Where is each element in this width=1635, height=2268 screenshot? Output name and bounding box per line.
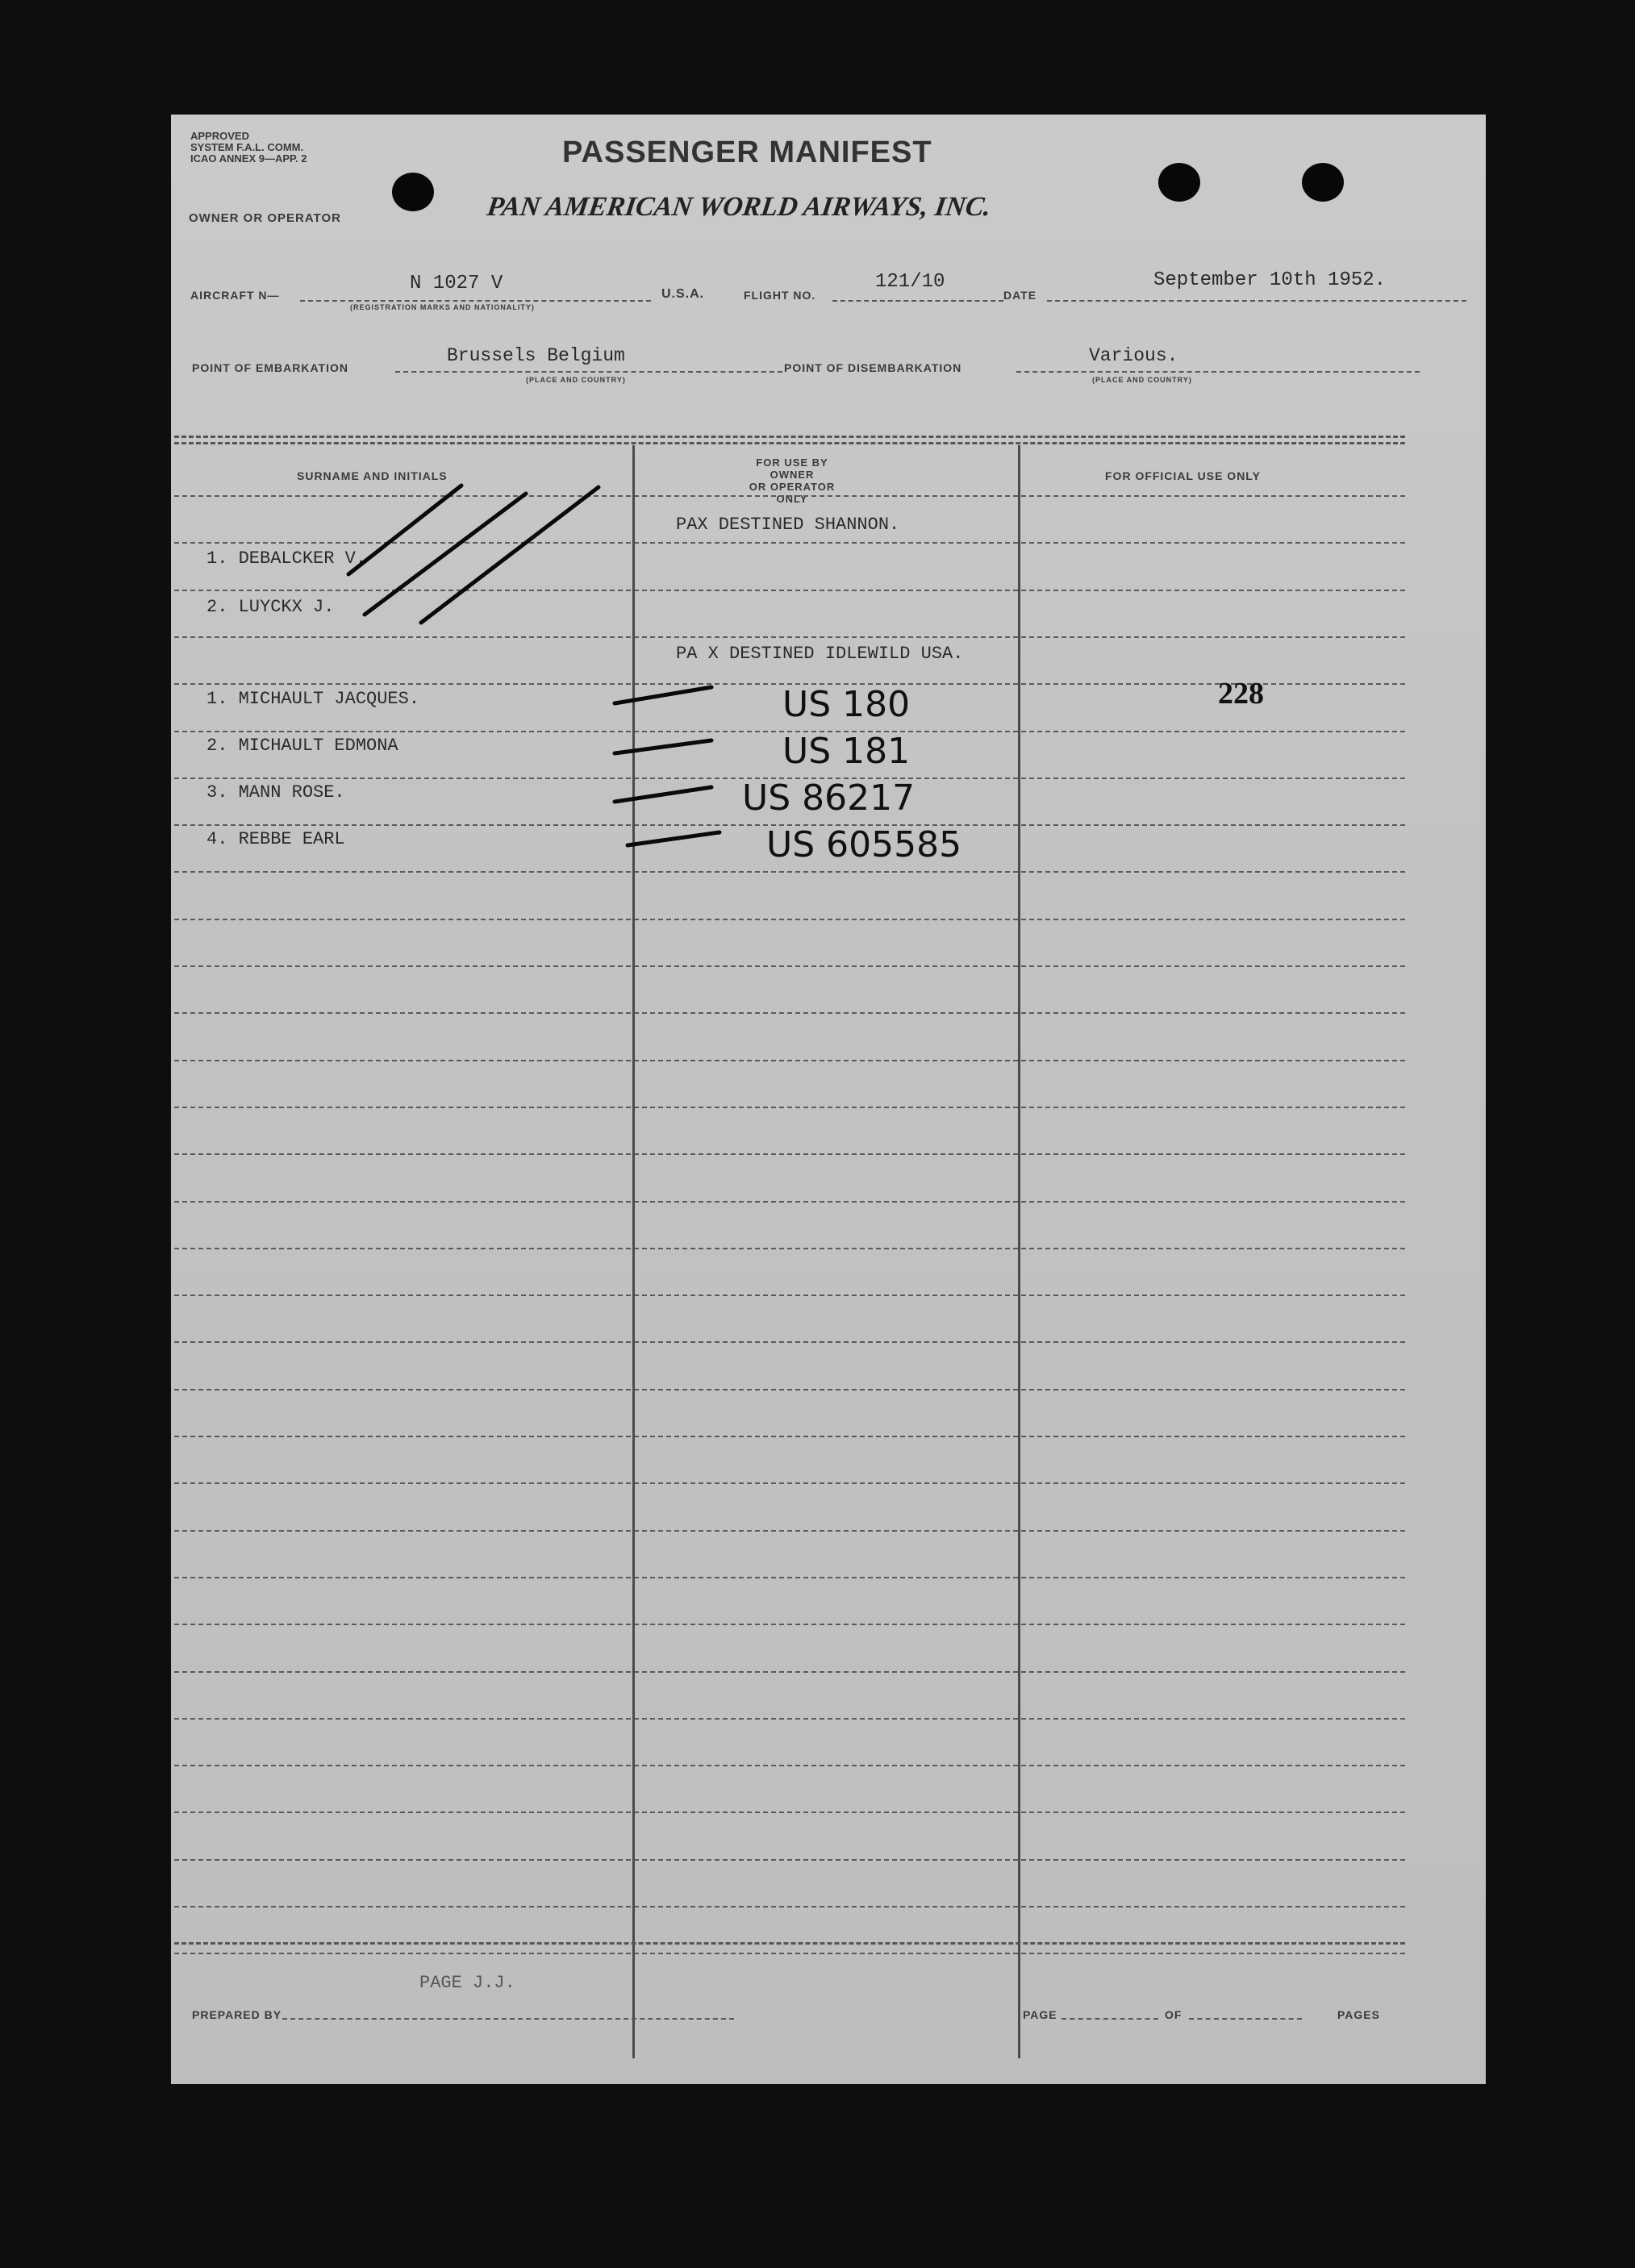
passenger-name: 1. DEBALCKER V. — [206, 548, 367, 569]
owner-value: US 180 — [782, 684, 911, 725]
flight-line — [832, 300, 1003, 302]
table-rule-line — [174, 919, 1405, 920]
disembark-caption: (PLACE AND COUNTRY) — [1092, 376, 1192, 384]
punch-hole — [392, 173, 434, 211]
registration-caption: (REGISTRATION MARKS AND NATIONALITY) — [350, 303, 535, 311]
date-value: September 10th 1952. — [1153, 269, 1387, 291]
table-rule-line — [174, 871, 1405, 873]
embark-label: POINT OF EMBARKATION — [192, 361, 348, 374]
date-label: DATE — [1003, 289, 1037, 302]
table-rule-line — [174, 1389, 1405, 1390]
table-rule-line — [174, 965, 1405, 967]
table-rule-line — [174, 1718, 1405, 1720]
approval-line: ICAO ANNEX 9—APP. 2 — [190, 152, 307, 165]
owner-label: OWNER OR OPERATOR — [189, 211, 341, 225]
disembark-label: POINT OF DISEMBARKATION — [784, 361, 962, 374]
approval-line: SYSTEM F.A.L. COMM. — [190, 141, 304, 153]
table-rule-line — [174, 1671, 1405, 1673]
aircraft-line — [300, 300, 651, 302]
owner-value: US 86217 — [742, 778, 916, 819]
flight-value: 121/10 — [875, 271, 945, 293]
table-rule-line — [174, 1624, 1405, 1625]
table-bottom-rule — [174, 1942, 1405, 1945]
col-official-header: FOR OFFICIAL USE ONLY — [1105, 469, 1261, 482]
table-rule-line — [174, 1248, 1405, 1249]
disembark-value: Various. — [1089, 345, 1178, 366]
table-rule-line — [174, 1341, 1405, 1343]
disembark-line — [1016, 371, 1420, 373]
column-divider — [1018, 445, 1020, 2058]
table-top-rule — [174, 442, 1405, 444]
punch-hole — [1158, 163, 1200, 202]
table-rule-line — [174, 1201, 1405, 1203]
group-heading-idlewild: PA X DESTINED IDLEWILD USA. — [676, 644, 964, 664]
approval-line: APPROVED — [190, 130, 249, 142]
table-rule-line — [174, 1436, 1405, 1437]
page-line — [1061, 2018, 1158, 2020]
owner-value: US 605585 — [766, 824, 962, 865]
aircraft-label: AIRCRAFT N— — [190, 289, 280, 302]
table-rule-line — [174, 1060, 1405, 1061]
aircraft-value: N 1027 V — [410, 273, 503, 294]
passenger-name: 4. REBBE EARL — [206, 829, 345, 849]
flight-label: FLIGHT NO. — [744, 289, 816, 302]
col-surname-header: SURNAME AND INITIALS — [297, 469, 448, 482]
embark-line — [395, 371, 782, 373]
page-title: PASSENGER MANIFEST — [562, 135, 932, 169]
approval-block — [190, 131, 307, 165]
embark-value: Brussels Belgium — [447, 345, 625, 366]
table-rule-line — [174, 1482, 1405, 1484]
table-rule-line — [174, 1765, 1405, 1766]
owner-value: US 181 — [782, 731, 911, 772]
punch-hole — [1302, 163, 1344, 202]
passenger-name: 1. MICHAULT JACQUES. — [206, 689, 420, 709]
table-rule-line — [174, 1530, 1405, 1532]
passenger-name: 3. MANN ROSE. — [206, 782, 345, 803]
prepared-line — [282, 2018, 734, 2020]
table-rule-line — [174, 1859, 1405, 1861]
date-line — [1047, 300, 1466, 302]
prepared-label: PREPARED BY — [192, 2008, 282, 2021]
operator-name: PAN AMERICAN WORLD AIRWAYS, INC. — [485, 192, 993, 222]
page-note: PAGE J.J. — [419, 1973, 515, 1993]
of-line — [1189, 2018, 1302, 2020]
col-owner-header — [736, 457, 849, 505]
passenger-name: 2. MICHAULT EDMONA — [206, 736, 398, 756]
table-rule-line — [174, 1811, 1405, 1813]
manifest-form — [171, 115, 1486, 2084]
col-owner-line: OR OPERATOR ONLY — [749, 481, 836, 505]
table-top-rule — [174, 436, 1405, 438]
table-rule-line — [174, 1012, 1405, 1014]
table-rule-line — [174, 1906, 1405, 1907]
table-rule-line — [174, 1577, 1405, 1578]
handwritten-dashes — [590, 679, 736, 865]
group-heading-shannon: PAX DESTINED SHANNON. — [676, 515, 900, 535]
table-rule-line — [174, 1153, 1405, 1155]
passenger-name: 2. LUYCKX J. — [206, 597, 335, 617]
table-rule-line — [174, 1107, 1405, 1108]
cancel-strokes — [332, 477, 655, 639]
page-label: PAGE — [1023, 2008, 1057, 2021]
of-label: OF — [1165, 2008, 1182, 2021]
table-rule-line — [174, 1953, 1405, 1954]
official-value: 228 — [1218, 677, 1264, 711]
embark-caption: (PLACE AND COUNTRY) — [526, 376, 626, 384]
usa-label: U.S.A. — [661, 287, 705, 301]
col-owner-line: FOR USE BY OWNER — [756, 457, 828, 481]
table-rule-line — [174, 1295, 1405, 1296]
pages-label: PAGES — [1337, 2008, 1380, 2021]
